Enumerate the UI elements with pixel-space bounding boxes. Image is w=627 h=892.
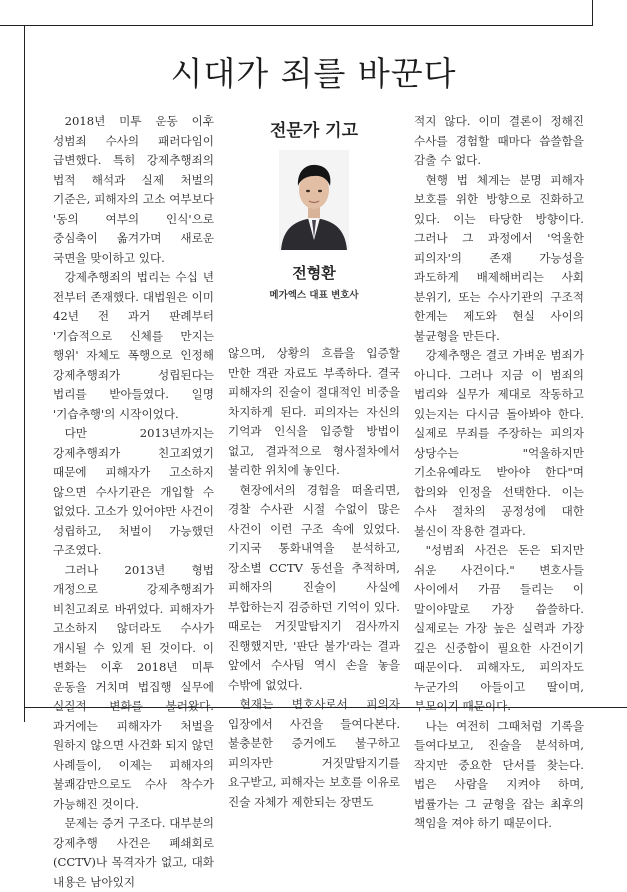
paragraph: 다만 2013년까지는 강제추행죄가 친고죄였기 때문에 피해자가 고소하지 않으면 수사기관은 개입할 수 없었다. 고소가 있어야만 사건이 성립하고, 처벌이 가능했던 구조였다. bbox=[53, 426, 214, 557]
paragraph: 2018년 미투 운동 이후 성범죄 수사의 패러다임이 급변했다. 특히 강제추행죄의 법적 해석과 실제 처벌의 기준은, 피해자의 고소 여부보다 '동의 여부의 인식'으로 중심축이 옮겨가며 새로운 국면을 맞이하고 있다. bbox=[53, 114, 214, 265]
paragraph: "성범죄 사건은 돈은 되지만 쉬운 사건이다." 변호사들 사이에서 가끔 들리는 이 말이야말로 가장 씁쓸하다. 실제로는 가장 높은 실력과 가장 깊은 신중함이 필요한 사건이기 때문이다. 피해자도, 피의자도 누군가의 아들이고 딸이며, 부모이기 때문이다. bbox=[414, 543, 584, 713]
author-name: 전형환 bbox=[292, 264, 336, 282]
paragraph: 않으며, 상황의 흐름을 입증할 만한 객관 자료도 부족하다. 결국 피해자의 진술이 절대적인 비중을 차지하게 된다. 피의자는 자신의 기억과 인식을 입증할 방법이 없고, 결과적으로 형사절차에서 불리한 위치에 놓인다. bbox=[228, 346, 400, 477]
headline: 시대가 죄를 바꾼다 bbox=[170, 54, 457, 93]
column-title: 전문가 기고 bbox=[269, 121, 359, 141]
top-rule bbox=[0, 25, 592, 26]
paragraph: 강제추행죄의 법리는 수십 년 전부터 존재했다. 대법원은 이미 42년 전 과거 판례부터 '기습적으로 신체를 만지는 행위' 자체도 폭행으로 인정해 강제추행죄가 성립된다는 법리를 받아들였다. 일명 '기습추행'의 시작이었다. bbox=[53, 270, 214, 421]
right-rule bbox=[592, 0, 593, 26]
article-column-3 bbox=[414, 112, 584, 834]
paragraph: 그러나 2013년 형법 개정으로 강제추행죄가 비친고죄로 바뀌었다. 피해자가 고소하지 않더라도 수사가 개시될 수 있게 된 것이다. 이 변화는 이후 2018년 미투 운동을 거치며 법집행 실무에 실질적 변화를 불러왔다. 과거에는 피해자가 처벌을 원하지 않으면 사건화 되지 않던 사례들이, 이제는 피해자의 불쾌감만으로도 수사 착수가 가능해진 것이다. bbox=[53, 562, 214, 811]
left-rule bbox=[24, 25, 25, 722]
paragraph: 적지 않다. 이미 결론이 정해진 수사를 경험할 때마다 씁쓸함을 감출 수 없다. bbox=[414, 114, 584, 167]
article-column-1 bbox=[53, 112, 214, 892]
author-portrait-icon bbox=[279, 150, 349, 250]
paragraph: 강제추행은 결코 가벼운 범죄가 아니다. 그러나 지금 이 범죄의 법리와 실무가 제대로 작동하고 있는지는 다시금 돌아봐야 한다. 실제로 무죄를 주장하는 피의자 상당수는 "억울하지만 기소유예라도 받아야 한다"며 합의와 인정을 선택한다. 이는 수사 절차의 공정성에 대한 불신이 작용한 결과다. bbox=[414, 348, 584, 538]
paragraph: 나는 여전히 그때처럼 기록을 들여다보고, 진술을 분석하며, 작지만 중요한 단서를 찾는다. 법은 사람을 지켜야 하며, 법률가는 그 균형을 잡는 최후의 책임을 져야 하기 때문이다. bbox=[414, 718, 584, 830]
paragraph: 현행 법 체계는 분명 피해자 보호를 위한 방향으로 진화하고 있다. 이는 타당한 방향이다. 그러나 그 과정에서 '억울한 피의자'의 존재 가능성을 과도하게 배제해버리는 사회 분위기, 또는 수사기관의 구조적 한계는 제도와 현실 사이의 불균형을 만든다. bbox=[414, 172, 584, 343]
paragraph: 현장에서의 경험을 떠올리면, 경찰 수사관 시절 수없이 많은 사건이 이런 구조 속에 있었다. 기지국 통화내역을 분석하고, 장소별 CCTV 동선을 추적하며, 피해자의 진술이 사실에 부합하는지 검증하던 기억이 있다. 때로는 거짓말탐지기 검사까지 진행했지만, '판단 불가'라는 결과 앞에서 수사팀 역시 손을 놓을 수밖에 없었다. bbox=[228, 482, 400, 692]
article-column-2 bbox=[228, 344, 400, 812]
author-photo bbox=[279, 150, 349, 250]
author-role: 메가엑스 대표 변호사 bbox=[269, 290, 359, 301]
paragraph: 현재는 변호사로서 피의자 입장에서 사건을 들여다본다. 불충분한 증거에도 불구하고 피의자만 거짓말탐지기를 요구받고, 피해자는 보호를 이유로 진술 자체가 제한되는 장면도 bbox=[228, 697, 400, 809]
paragraph: 문제는 증거 구조다. 대부분의 강제추행 사건은 폐쇄회로(CCTV)나 목격자가 없고, 대화 내용은 남아있지 bbox=[53, 816, 214, 889]
